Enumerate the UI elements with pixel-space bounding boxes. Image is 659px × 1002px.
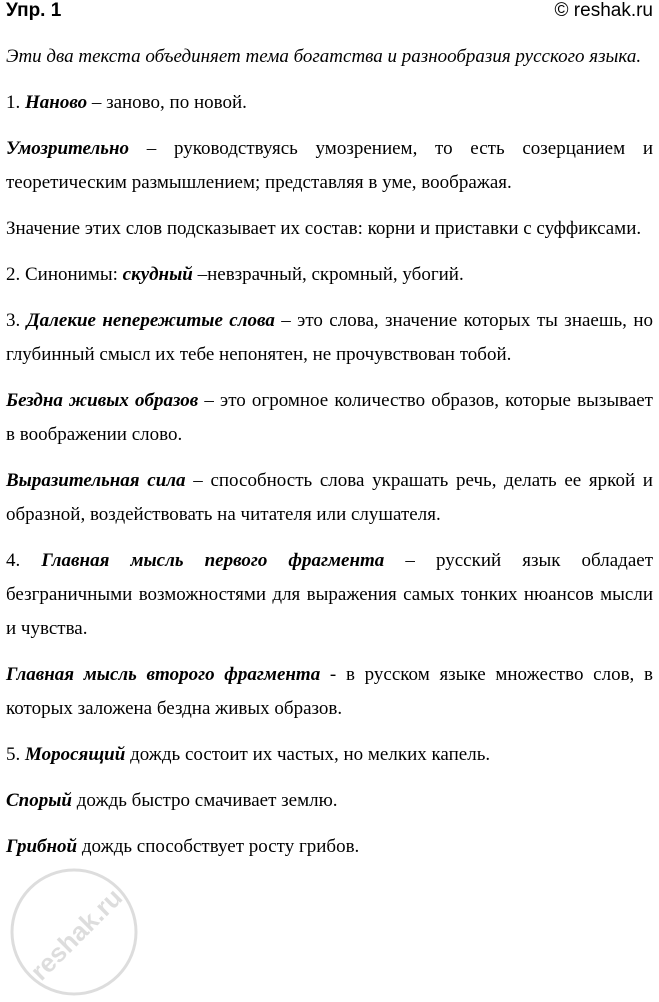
definition: – руководствуясь умозрением, то есть созерцанием и теоретическим размышлением; представляя в уме, воображая. <box>6 138 653 193</box>
watermark-logo-icon <box>4 862 144 1002</box>
definition: – русский язык обладает безграничными возможностями для выражения самых тонких нюансов мысли и чувства. <box>6 550 653 639</box>
item-number: 5. <box>6 744 21 765</box>
page-header <box>6 0 653 30</box>
term: Главная мысль первого фрагмента <box>41 550 385 571</box>
definition: дождь состоит их частых, но мелких капель. <box>125 744 491 765</box>
term: Моросящий <box>25 744 126 765</box>
definition: дождь способствует росту грибов. <box>77 836 360 857</box>
definition: – это слова, значение которых ты знаешь, но глубинный смысл их тебе непонятен, не прочувствован тобой. <box>6 310 653 365</box>
definition: – заново, по новой. <box>87 92 247 113</box>
intro-paragraph: Эти два текста объединяет тема богатства и разнообразия русского языка. <box>6 46 642 67</box>
paragraph-10 <box>6 738 653 772</box>
term: скудный <box>122 264 193 285</box>
item-number: 4. <box>6 550 21 571</box>
paragraph-7 <box>6 464 653 532</box>
term: Грибной <box>6 836 78 857</box>
paragraph-12 <box>6 830 653 864</box>
paragraph-5 <box>6 304 653 372</box>
definition: –невзрачный, скромный, убогий. <box>192 264 464 285</box>
term: Спорый <box>6 790 72 811</box>
term: Выразительная сила <box>6 470 186 491</box>
item-number: 2. Синонимы: <box>6 264 123 285</box>
definition: - в русском языке множество слов, в которых заложена бездна живых образов. <box>6 664 653 719</box>
term: Умозрительно <box>6 138 129 159</box>
paragraph-6 <box>6 384 653 452</box>
definition: дождь быстро смачивает землю. <box>72 790 338 811</box>
term: Наново <box>25 92 88 113</box>
term: Бездна живых образов <box>6 390 199 411</box>
exercise-title: Упр. 1 <box>6 0 62 21</box>
term: Далекие непережитые слова <box>26 310 275 331</box>
paragraph-4 <box>6 258 653 292</box>
paragraph-1 <box>6 86 653 120</box>
paragraph-3: Значение этих слов подсказывает их состав: корни и приставки с суффиксами. <box>6 218 642 239</box>
paragraph-9 <box>6 658 653 726</box>
item-number: 3. <box>6 310 21 331</box>
watermark-text: reshak.ru <box>24 882 129 987</box>
item-number: 1. <box>6 92 21 113</box>
definition: – это огромное количество образов, которые вызывает в воображении слово. <box>6 390 653 445</box>
definition: – способность слова украшать речь, делать ее яркой и образной, воздействовать на читателя или слушателя. <box>6 470 653 525</box>
paragraph-2 <box>6 132 653 200</box>
paragraph-8 <box>6 544 653 646</box>
paragraph-11 <box>6 784 653 818</box>
site-credit: © reshak.ru <box>554 0 653 21</box>
term: Главная мысль второго фрагмента <box>6 664 321 685</box>
